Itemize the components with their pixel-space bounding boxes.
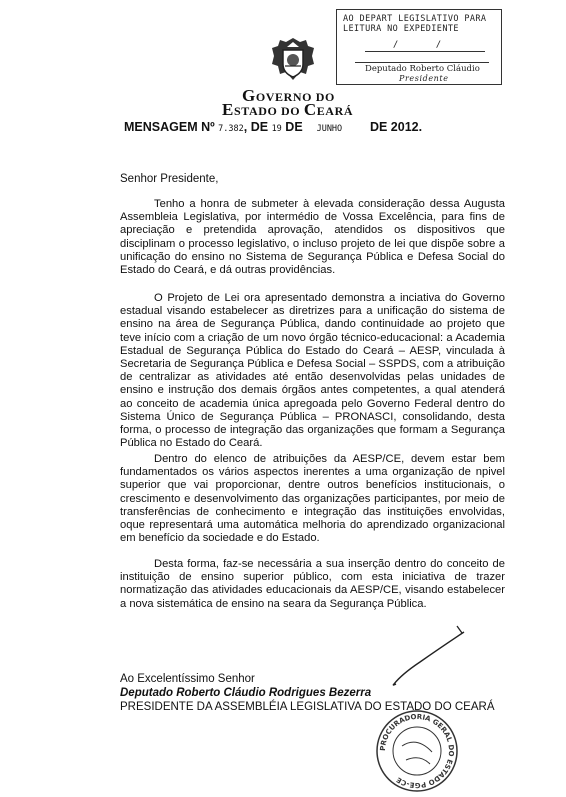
procuradoria-round-stamp (372, 706, 462, 796)
government-heading-line-1: GOVERNO DO (242, 86, 335, 105)
message-month: JUNHO (316, 124, 343, 134)
addressee-line-1: Ao Excelentíssimo Senhor (120, 673, 255, 685)
stamp-line-2: LEITURA NO EXPEDIENTE (343, 24, 459, 34)
government-heading-line-2: ESTADO DO CEARÁ (222, 100, 354, 119)
message-number-line: MENSAGEM Nº 7.382, DE 19 DE JUNHO DE 2012. (124, 120, 423, 134)
message-number: 7.382 (218, 124, 244, 134)
addressee-name: Deputado Roberto Cláudio Rodrigues Bezerra (120, 687, 372, 699)
stamp-deputy-name: Deputado Roberto Cláudio (365, 64, 480, 74)
state-coat-of-arms-icon (270, 36, 316, 84)
message-year: DE 2012. (369, 120, 423, 134)
body-paragraph-4: Desta forma, faz-se necessária a sua inserção dentro do conceito de instituição de ensino superior público, com esta iniciativa de trazer normatização das atividades educacionais da AESP/CE, visando estabelecer a nova sistemática de ensino na seara da Segurança Pública. (120, 558, 505, 610)
stamp-signature-line (355, 62, 489, 63)
round-stamp-text: PROCURADORIA GERAL DO ESTADO PGE-CE (378, 712, 456, 790)
body-paragraph-2: O Projeto de Lei ora apresentado demonstra a inciativa do Governo estadual visando estabelecer as diretrizes para a unificação do sistema de ensino na área de Segurança Pública, dando continuidade ao projeto que teve início com a criação de um novo órgão técnico-educacional: a Academia Estadual de Segurança Pública do Estado do Ceará – AESP, vinculada à Secretaria de Segurança Pública e Defesa Social – SSPDS, com a atribuição de centralizar as atividades até então desenvolvidas pelas unidades de ensino e instrução dos demais órgãos antes competentes, a qual atenderá ao conceito de academia única apregoada pelo Governo Federal dentro do Sistema Único de Segurança Pública – PRONASCI, consolidando, desta forma, o processo de integração das organizações que formam a Segurança Pública no Estado do Ceará. (120, 292, 505, 450)
body-paragraph-3: Dentro do elenco de atribuições da AESP/CE, devem estar bem fundamentados os vários aspectos inerentes a uma organização de npivel superior que vai proporcionar, dentre outros benefícios institucionais, o crescimento e desenvolvimento das organizações participantes, por meio de transferências de conhecimento e integração das instituições envolvidas, oque representará uma automática melhoria do aprendizado organizacional em benefício da sociedade e do Estado. (120, 453, 505, 545)
message-prefix: MENSAGEM Nº (124, 120, 215, 134)
stamp-date-line: / / (365, 40, 485, 52)
legislative-receipt-stamp (336, 9, 502, 85)
stamp-line-1: AO DEPART LEGISLATIVO PARA (343, 14, 487, 24)
addressee-title: PRESIDENTE DA ASSEMBLÉIA LEGISLATIVA DO ESTADO DO CEARÁ (120, 701, 495, 713)
salutation: Senhor Presidente, (120, 173, 219, 185)
message-day: 19 (271, 124, 282, 134)
body-paragraph-1: Tenho a honra de submeter à elevada consideração dessa Augusta Assembleia Legislativa, por intermédio de Vossa Excelência, para fins de apreciação e pretendida aprovação, atendidos os dispositivos que disciplinam o processo legislativo, o incluso projeto de lei que dispõe sobre a unificação do ensino no Sistema de Segurança Pública e Defesa Social do Estado do Ceará, e dá outras providências. (120, 198, 505, 277)
svg-text:PROCURADORIA GERAL DO ESTADO P (379, 713, 455, 789)
stamp-role: Presidente (399, 74, 449, 83)
handwritten-signature (380, 628, 470, 688)
